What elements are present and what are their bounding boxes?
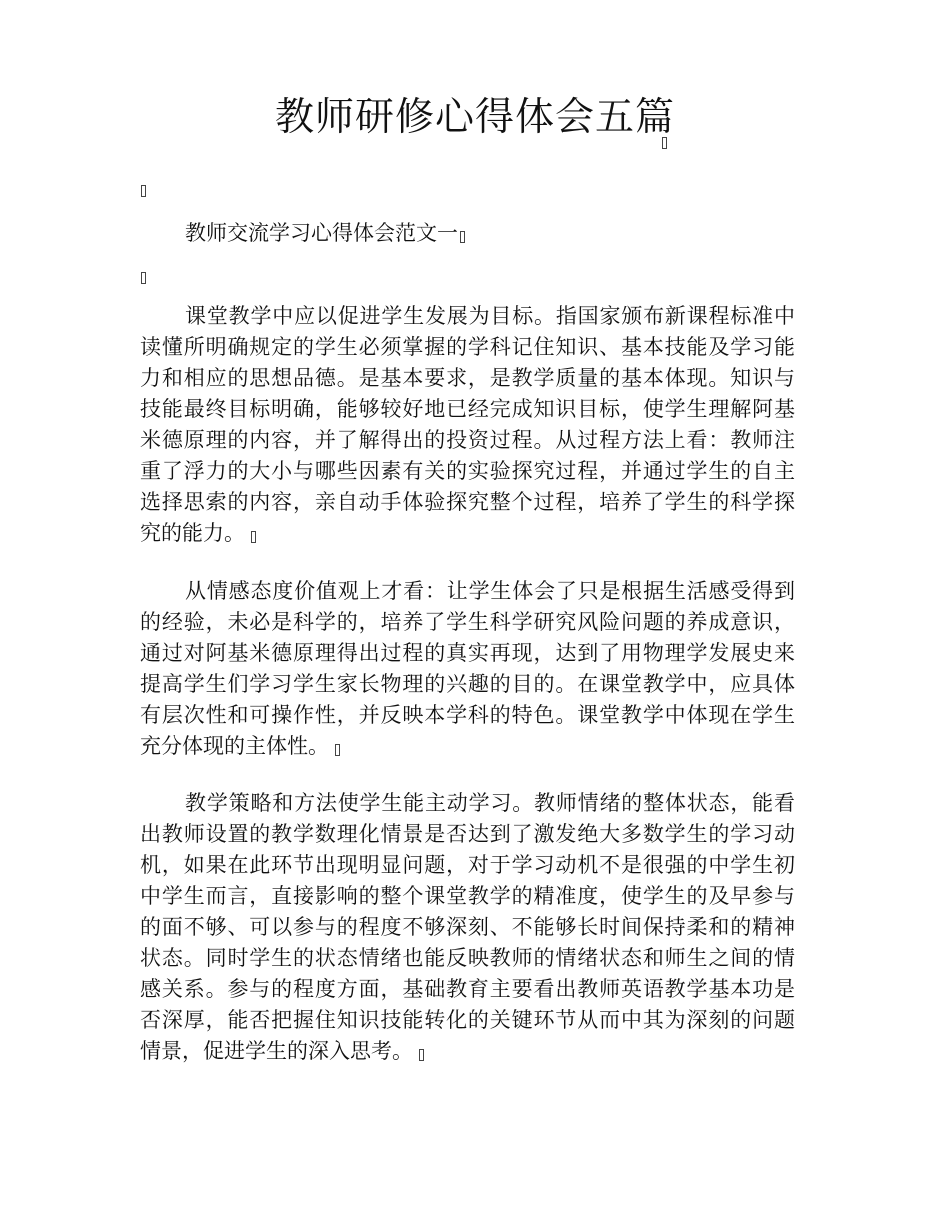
paragraph-line: 通过对阿基米德原理得出过程的真实再现，达到了用物理学发展史来 (140, 641, 795, 665)
paragraph-line: 米德原理的内容，并了解得出的投资过程。从过程方法上看：教师注 (140, 428, 795, 452)
section-heading: 教师交流学习心得体会范文一 (185, 218, 465, 248)
paragraph-mark-icon (419, 1049, 424, 1061)
paragraph-line: 中学生而言，直接影响的整个课堂教学的精准度，使学生的及早参与 (140, 884, 795, 908)
body-paragraph-2 (140, 576, 795, 762)
paragraph-line: 力和相应的思想品德。是基本要求，是教学质量的基本体现。知识与 (140, 366, 795, 390)
body-paragraph-1 (140, 301, 795, 549)
paragraph-line: 课堂教学中应以促进学生发展为目标。指国家颁布新课程标准中 (185, 304, 795, 328)
paragraph-line: 读懂所明确规定的学生必须掌握的学科记住知识、基本技能及学习能 (140, 335, 795, 359)
paragraph-line: 的面不够、可以参与的程度不够深刻、不能够长时间保持柔和的精神 (140, 915, 795, 939)
paragraph-line: 情景，促进学生的深入思考。 (140, 1036, 795, 1067)
paragraph-mark-icon (335, 744, 340, 756)
paragraph-line: 重了浮力的大小与哪些因素有关的实验探究过程，并通过学生的自主 (140, 459, 795, 483)
paragraph-line: 的经验，未必是科学的，培养了学生科学研究风险问题的养成意识， (140, 610, 795, 634)
paragraph-line: 有层次性和可操作性，并反映本学科的特色。课堂教学中体现在学生 (140, 703, 795, 727)
paragraph-line: 技能最终目标明确，能够较好地已经完成知识目标，使学生理解阿基 (140, 397, 795, 421)
paragraph-line: 从情感态度价值观上才看：让学生体会了只是根据生活感受得到 (185, 579, 795, 603)
paragraph-line: 提高学生们学习学生家长物理的兴趣的目的。在课堂教学中，应具体 (140, 672, 795, 696)
paragraph-mark-icon (662, 137, 667, 149)
paragraph-line: 状态。同时学生的状态情绪也能反映教师的情绪状态和师生之间的情 (140, 946, 795, 970)
paragraph-mark-icon (141, 272, 146, 284)
paragraph-line: 机，如果在此环节出现明显问题，对于学习动机不是很强的中学生初 (140, 853, 795, 877)
document-title: 教师研修心得体会五篇 (274, 95, 675, 140)
paragraph-line: 充分体现的主体性。 (140, 731, 795, 762)
body-paragraph-3 (140, 788, 795, 1067)
paragraph-mark-icon (141, 185, 146, 197)
paragraph-mark-icon (460, 231, 465, 243)
paragraph-line: 出教师设置的教学数理化情景是否达到了激发绝大多数学生的学习动 (140, 822, 795, 846)
paragraph-line: 究的能力。 (140, 518, 795, 549)
paragraph-mark-icon (251, 531, 256, 543)
paragraph-line: 否深厚，能否把握住知识技能转化的关键环节从而中其为深刻的问题 (140, 1008, 795, 1032)
paragraph-line: 选择思索的内容，亲自动手体验探究整个过程，培养了学生的科学探 (140, 490, 795, 514)
paragraph-line: 感关系。参与的程度方面，基础教育主要看出教师英语教学基本功是 (140, 977, 795, 1001)
paragraph-line: 教学策略和方法使学生能主动学习。教师情绪的整体状态，能看 (185, 791, 795, 815)
